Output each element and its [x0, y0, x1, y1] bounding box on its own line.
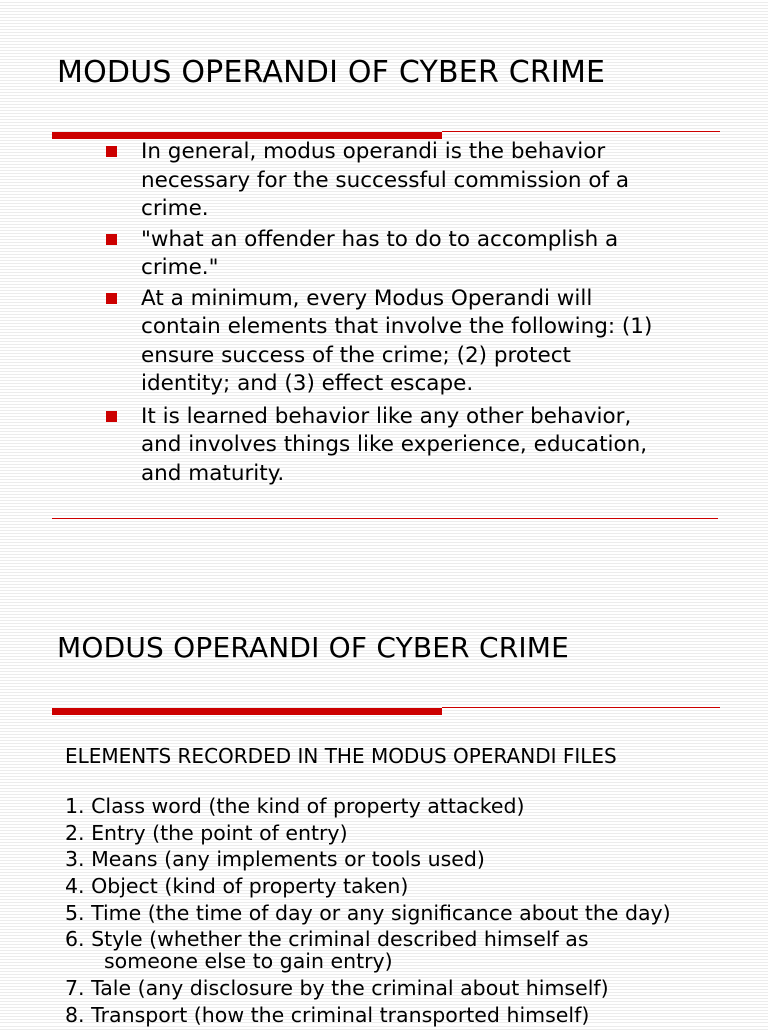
title-underline-thin — [442, 131, 720, 132]
bullet-item: In general, modus operandi is the behavior necessary for the successful commission of a crime. — [104, 138, 724, 224]
slide-2 — [0, 596, 768, 1027]
elements-list — [65, 795, 755, 1031]
slide-bottom-rule — [52, 518, 718, 519]
bullet-list — [104, 138, 724, 490]
slide-2-title: MODUS OPERANDI OF CYBER CRIME — [57, 631, 570, 664]
list-item: 7. Tale (any disclosure by the criminal about himself) — [65, 976, 609, 1001]
list-item: 4. Object (kind of property taken) — [65, 874, 409, 899]
square-bullet-icon — [106, 234, 117, 245]
title-underline-thin — [442, 707, 720, 708]
square-bullet-icon — [106, 293, 117, 304]
list-item: 2. Entry (the point of entry) — [65, 820, 348, 845]
square-bullet-icon — [106, 146, 117, 157]
list-item: 3. Means (any implements or tools used) — [65, 847, 485, 872]
list-item: 5. Time (the time of day or any significance about the day) — [65, 900, 671, 925]
slide-1-title: MODUS OPERANDI OF CYBER CRIME — [57, 55, 606, 90]
list-item: 6. Style (whether the criminal described himself as someone else to gain entry) — [65, 927, 589, 974]
title-underline-thick — [52, 708, 442, 715]
list-item: 1. Class word (the kind of property attacked) — [65, 794, 525, 818]
bullet-item: It is learned behavior like any other behavior, and involves things like experience, education, and maturity. — [104, 403, 724, 489]
bullet-item: "what an offender has to do to accomplish a crime." — [104, 226, 724, 283]
square-bullet-icon — [106, 411, 117, 422]
elements-subheading: ELEMENTS RECORDED IN THE MODUS OPERANDI FILES — [65, 744, 617, 768]
bullet-item: At a minimum, every Modus Operandi will contain elements that involve the following: (1) ensure success of the crime; (2) protect identity; and (3) effect escape. — [104, 285, 724, 399]
list-item: 8. Transport (how the criminal transported himself) — [65, 1002, 590, 1027]
